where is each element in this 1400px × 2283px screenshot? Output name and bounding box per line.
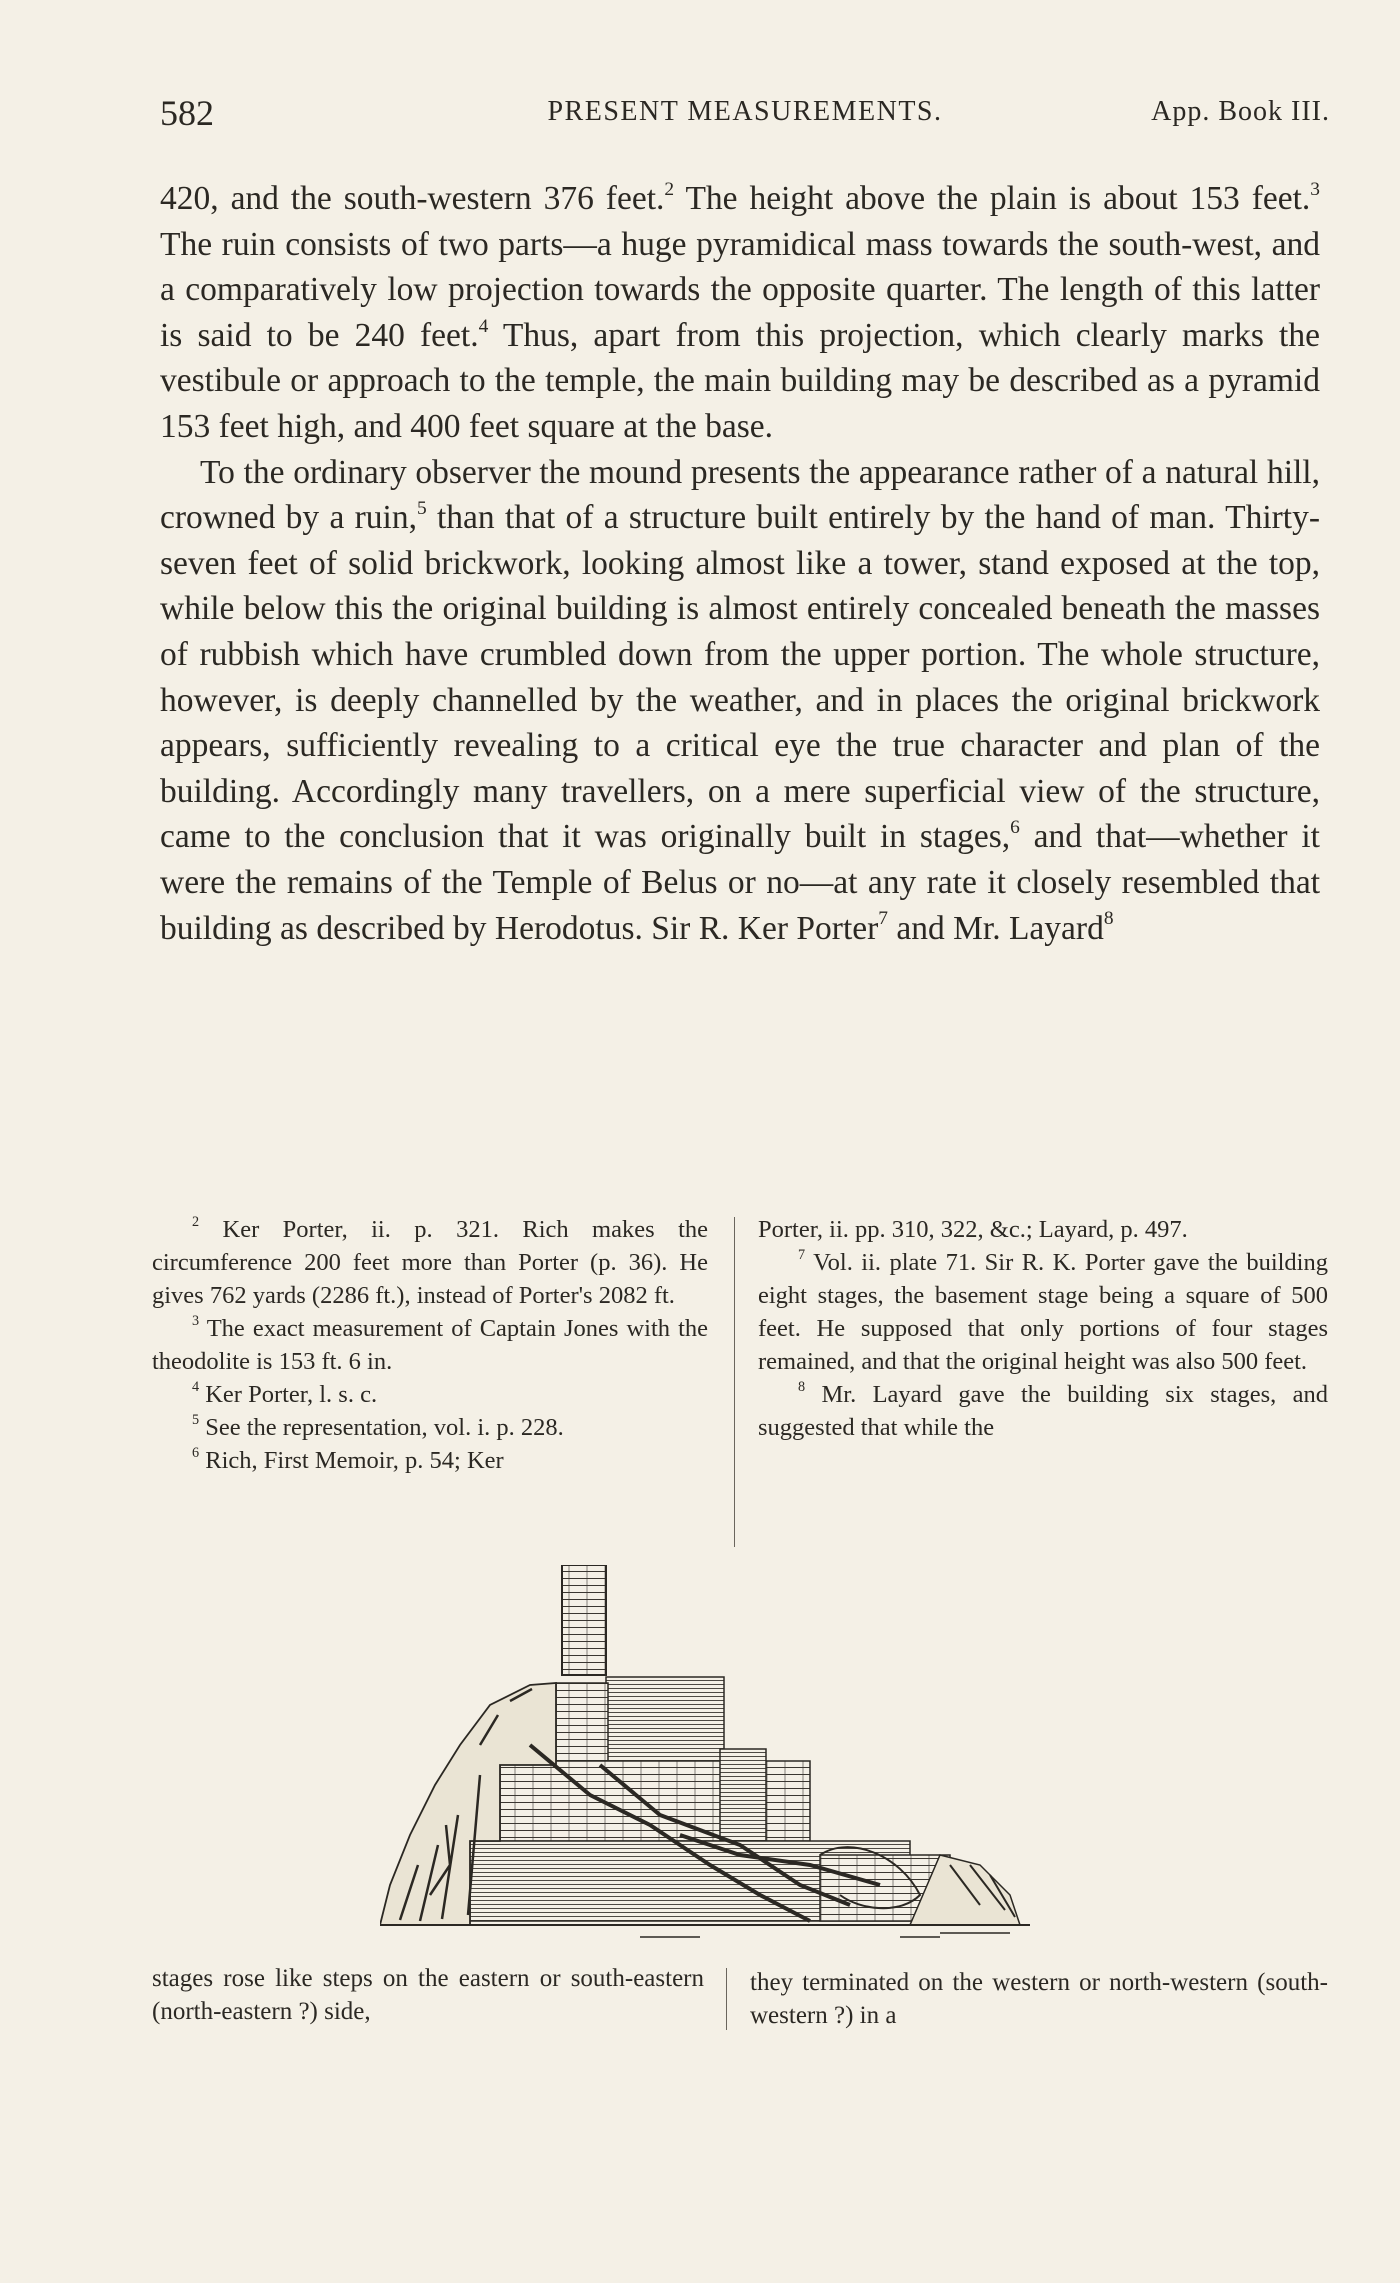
text-run: and that—whether it were the remains of the Temple of Belus or no—at any rate it closely resembled that building as described by Herodotus. Sir R. Ker Porter [160, 818, 1320, 947]
footnote [758, 1246, 1328, 1378]
text-run: The height above the plain is about 153 feet. [674, 180, 1311, 217]
footnote-mark: 7 [798, 1247, 806, 1264]
running-header [160, 92, 1330, 136]
ruin-stages-illustration [380, 1565, 1100, 1960]
page-number: 582 [160, 93, 214, 133]
paragraph-1 [160, 176, 1320, 450]
footnote-text: The exact measurement of Captain Jones with the theodolite is 153 ft. 6 in. [152, 1315, 708, 1375]
running-title: PRESENT MEASUREMENTS. [547, 96, 943, 127]
continued-footnote-right: they terminated on the western or north-western (south-western ?) in a [750, 1969, 1328, 2029]
footnote-text: Ker Porter, l. s. c. [199, 1381, 378, 1408]
footnote [152, 1378, 708, 1411]
paragraph-2 [160, 450, 1320, 952]
footnote [152, 1312, 708, 1378]
footnote-mark: 3 [192, 1313, 200, 1330]
footnote [152, 1213, 708, 1312]
footnote-text: Ker Porter, ii. p. 321. Rich makes the circumference 200 feet more than Porter (p. 36). He gives 762 yards (2286 ft.), instead of Porter's 2082 ft. [152, 1216, 708, 1309]
footnotes-left-column [152, 1213, 708, 1477]
text-run: and Mr. Layard [888, 909, 1104, 947]
footnote-text: Mr. Layard gave the building six stages, and suggested that while the [758, 1381, 1328, 1441]
footnote-ref: 7 [878, 908, 888, 930]
footnote-continuation: Porter, ii. pp. 310, 322, &c.; Layard, p. 497. [758, 1216, 1188, 1243]
text-run: To the ordinary observer the mound presents the appearance rather of a natural hill, crowned by a ruin, [160, 453, 1320, 537]
footnotes-right-column [758, 1213, 1328, 1444]
footnote-ref: 3 [1310, 178, 1320, 200]
column-divider [734, 1217, 735, 1547]
text-run: Thus, apart from this projection, which clearly marks the vestibule or approach to the temple, the main building may be described as a pyramid 153 feet high, and 400 feet square at the base. [160, 316, 1320, 445]
text-run: The ruin consists of two parts—a huge pyramidical mass towards the south-west, and a comparatively low projection towards the opposite quarter. The length of this latter is said to be 240 feet. [160, 225, 1320, 354]
footnote-ref: 4 [478, 315, 489, 337]
footnote-mark: 4 [192, 1379, 200, 1396]
footnote-ref: 8 [1103, 908, 1114, 930]
text-run: than that of a structure built entirely by the hand of man. Thirty-seven feet of solid brickwork, looking almost like a tower, stand exposed at the top, while below this the original building is almost entirely concealed beneath the masses of rubbish which have crumbled down from the upper portion. The whole structure, however, is deeply channelled by the weather, and in places the original brickwork appears, sufficiently revealing to a critical eye the true character and plan of the building. Accordingly many travellers, on a mere superficial view of the structure, came to the conclusion that it was originally built in stages, [160, 499, 1320, 856]
footnote-mark: 2 [192, 1214, 200, 1231]
footnote-text: Vol. ii. plate 71. Sir R. K. Porter gave the building eight stages, the basement stage being a square of 500 feet. He supposed that only portions of four stages remained, and that the original height was also 500 feet. [758, 1249, 1328, 1375]
footnote-ref: 2 [664, 178, 675, 200]
footnote-text: See the representation, vol. i. p. 228. [199, 1414, 564, 1441]
body-text [160, 176, 1320, 951]
footnote [152, 1411, 708, 1444]
footnote-mark: 8 [798, 1379, 806, 1396]
footnote-mark: 5 [192, 1412, 200, 1429]
footnote-mark: 6 [192, 1445, 200, 1462]
continued-footnote [152, 1962, 1328, 2042]
footnotes [152, 1213, 1328, 1553]
footnote [758, 1378, 1328, 1444]
column-divider [726, 1968, 727, 2030]
footnote-text: Rich, First Memoir, p. 54; Ker [199, 1447, 504, 1474]
footnote-ref: 6 [1010, 817, 1020, 839]
footnote [152, 1444, 708, 1477]
section-label: App. Book III. [1151, 96, 1330, 127]
footnote-ref: 5 [416, 498, 427, 520]
text-run: 420, and the south-western 376 feet. [160, 180, 665, 217]
continued-footnote-left: stages rose like steps on the eastern or south-eastern (north-eastern ?) side, [152, 1965, 704, 2025]
